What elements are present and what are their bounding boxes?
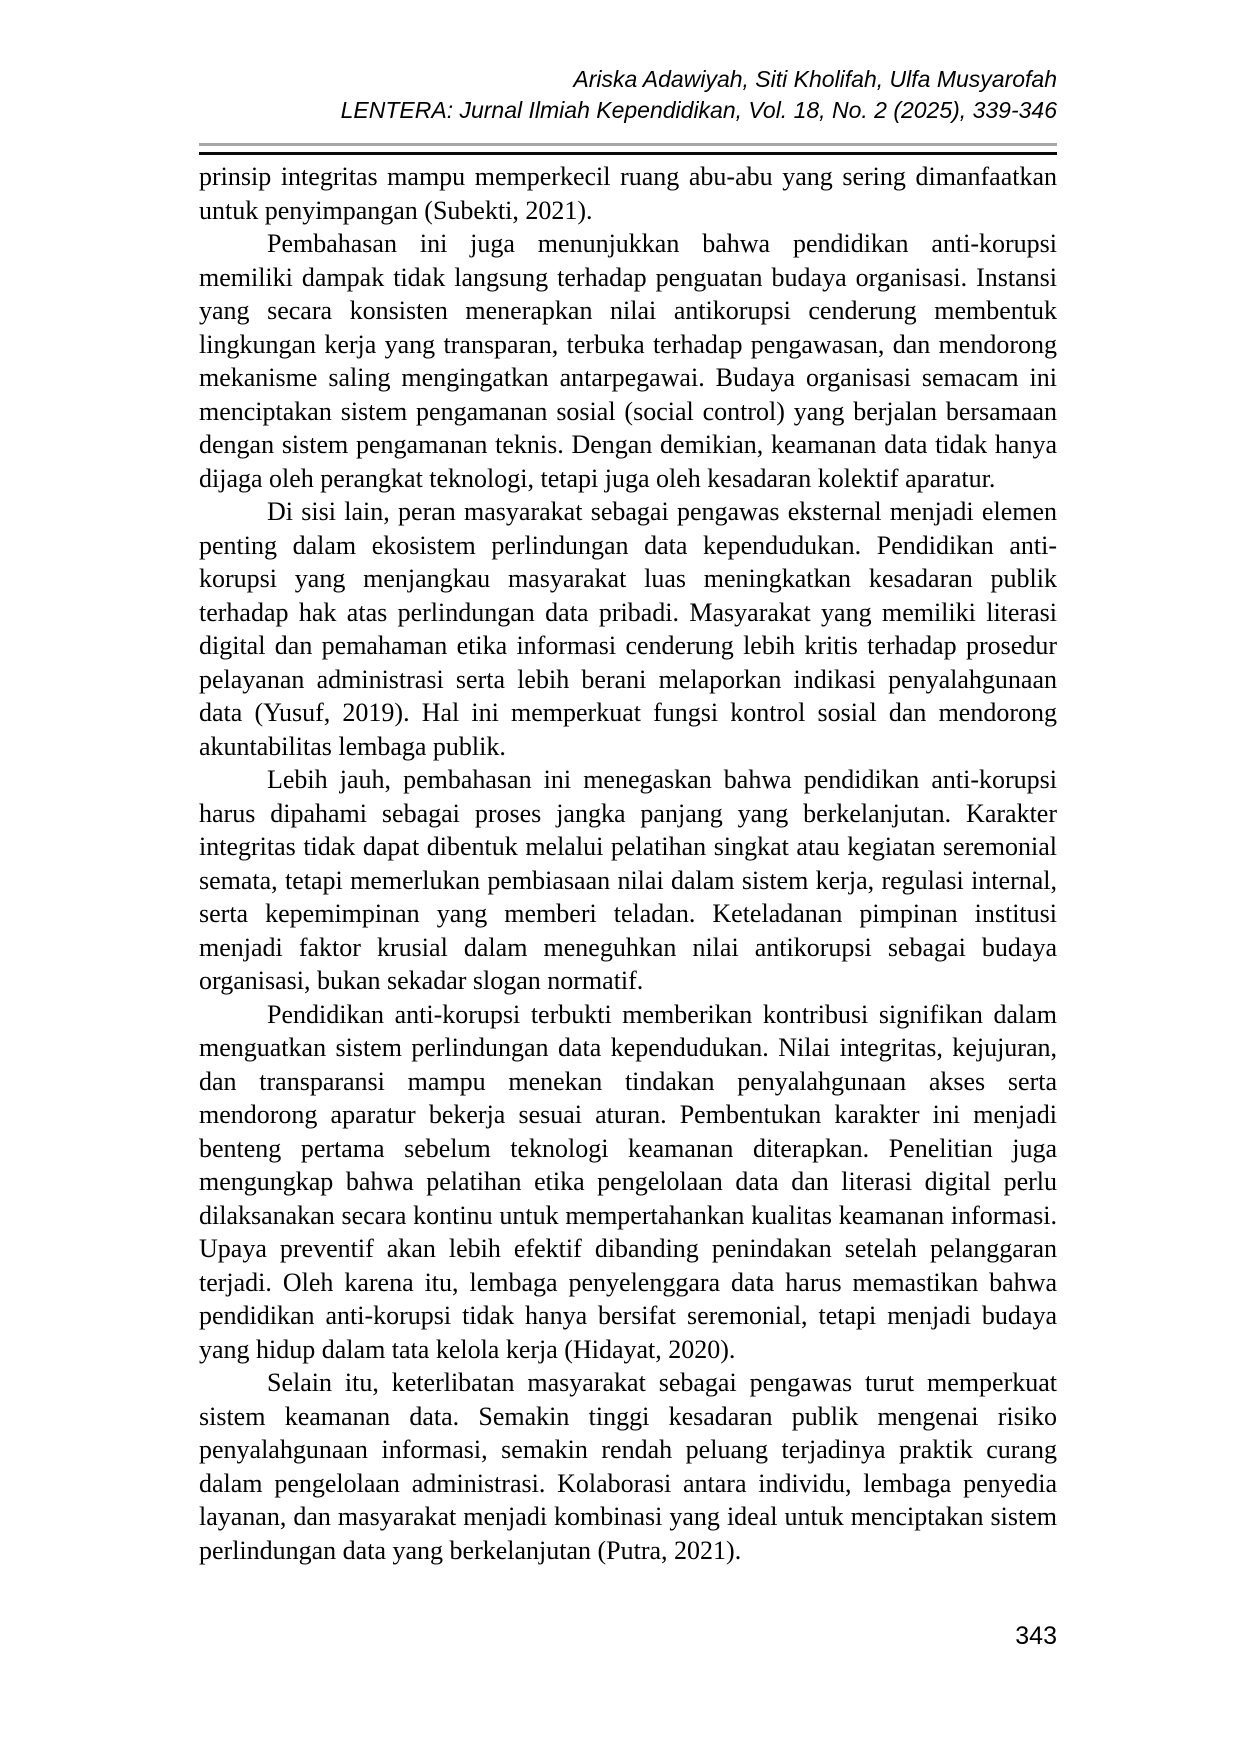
header-journal-citation: LENTERA: Jurnal Ilmiah Kependidikan, Vol. 18, No. 2 (2025), 339-346 [340, 97, 1057, 123]
header-authors: Ariska Adawiyah, Siti Kholifah, Ulfa Musyarofah [573, 66, 1057, 92]
body-paragraph: Pendidikan anti-korupsi terbukti memberikan kontribusi signifikan dalam menguatkan sistem perlindungan data kependudukan. Nilai integritas, kejujuran, dan transparansi mampu menekan tindakan penyalahgunaan akses serta mendorong aparatur bekerja sesuai aturan. Pembentukan karakter ini menjadi benteng pertama sebelum teknologi keamanan diterapkan. Penelitian juga mengungkap bahwa pelatihan etika pengelolaan data dan literasi digital perlu dilaksanakan secara kontinu untuk mempertahankan kualitas keamanan informasi. Upaya preventif akan lebih efektif dibanding penindakan setelah pelanggaran terjadi. Oleh karena itu, lembaga penyelenggara data harus memastikan bahwa pendidikan anti-korupsi tidak hanya bersifat seremonial, tetapi menjadi budaya yang hidup dalam tata kelola kerja (Hidayat, 2020). [199, 999, 1057, 1364]
article-body [199, 160, 1057, 1567]
divider-black-rule [199, 152, 1057, 155]
body-paragraph: Selain itu, keterlibatan masyarakat sebagai pengawas turut memperkuat sistem keamanan data. Semakin tinggi kesadaran publik mengenai risiko penyalahgunaan informasi, semakin rendah peluang terjadinya praktik curang dalam pengelolaan administrasi. Kolaborasi antara individu, lembaga penyedia layanan, dan masyarakat menjadi kombinasi yang ideal untuk menciptakan sistem perlindungan data yang berkelanjutan (Putra, 2021). [199, 1368, 1057, 1565]
page-number: 343 [1015, 1622, 1057, 1650]
body-paragraph: Pembahasan ini juga menunjukkan bahwa pendidikan anti-korupsi memiliki dampak tidak langsung terhadap penguatan budaya organisasi. Instansi yang secara konsisten menerapkan nilai antikorupsi cenderung membentuk lingkungan kerja yang transparan, terbuka terhadap pengawasan, dan mendorong mekanisme saling mengingatkan antarpegawai. Budaya organisasi semacam ini menciptakan sistem pengamanan sosial (social control) yang berjalan bersamaan dengan sistem pengamanan teknis. Dengan demikian, keamanan data tidak hanya dijaga oleh perangkat teknologi, tetapi juga oleh kesadaran kolektif aparatur. [199, 229, 1057, 493]
body-paragraph: prinsip integritas mampu memperkecil ruang abu-abu yang sering dimanfaatkan untuk penyimpangan (Subekti, 2021). [199, 162, 1057, 225]
header-divider [199, 143, 1057, 155]
running-header [199, 64, 1057, 126]
body-paragraph: Di sisi lain, peran masyarakat sebagai pengawas eksternal menjadi elemen penting dalam ekosistem perlindungan data kependudukan. Pendidikan anti-korupsi yang menjangkau masyarakat luas meningkatkan kesadaran publik terhadap hak atas perlindungan data pribadi. Masyarakat yang memiliki literasi digital dan pemahaman etika informasi cenderung lebih kritis terhadap prosedur pelayanan administrasi serta lebih berani melaporkan indikasi penyalahgunaan data (Yusuf, 2019). Hal ini memperkuat fungsi kontrol sosial dan mendorong akuntabilitas lembaga publik. [199, 497, 1057, 761]
body-paragraph: Lebih jauh, pembahasan ini menegaskan bahwa pendidikan anti-korupsi harus dipahami sebagai proses jangka panjang yang berkelanjutan. Karakter integritas tidak dapat dibentuk melalui pelatihan singkat atau kegiatan seremonial semata, tetapi memerlukan pembiasaan nilai dalam sistem kerja, regulasi internal, serta kepemimpinan yang memberi teladan. Keteladanan pimpinan institusi menjadi faktor krusial dalam meneguhkan nilai antikorupsi sebagai budaya organisasi, bukan sekadar slogan normatif. [199, 765, 1057, 995]
